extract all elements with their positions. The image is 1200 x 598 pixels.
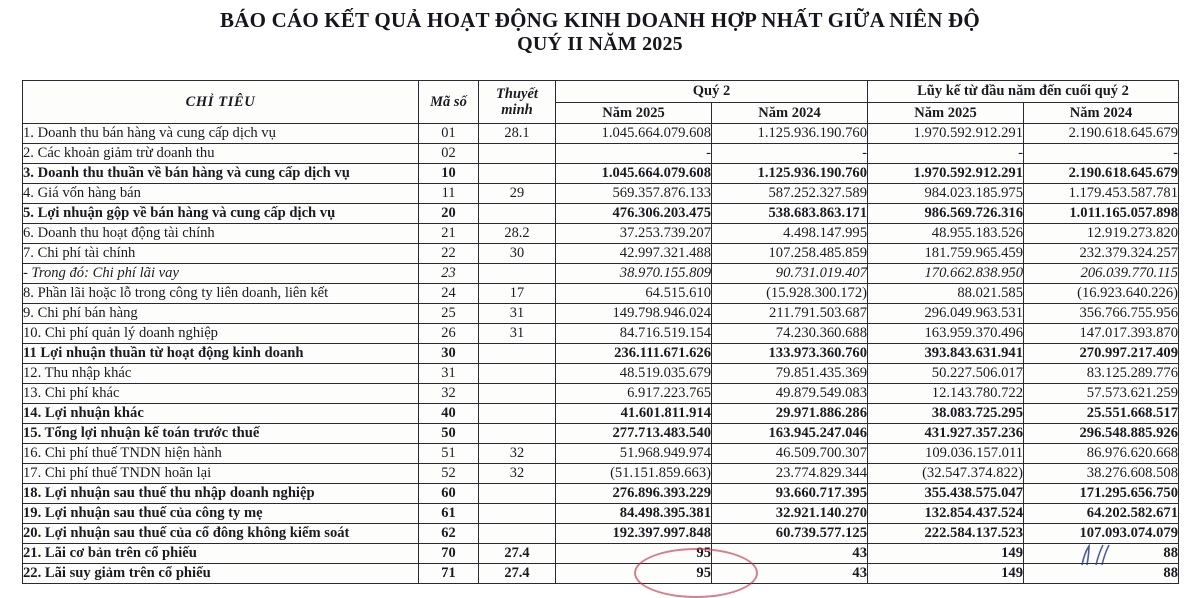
row-code: 50 — [419, 424, 479, 444]
table-row — [23, 524, 1179, 544]
row-cumulative-prior: 356.766.755.956 — [1024, 304, 1179, 324]
row-note — [479, 364, 556, 384]
table-row — [23, 404, 1179, 424]
row-label: 15. Tổng lợi nhuận kế toán trước thuế — [23, 424, 419, 444]
table-header-row-1 — [23, 81, 1179, 103]
row-note: 28.2 — [479, 224, 556, 244]
row-cumulative-current: 984.023.185.975 — [868, 184, 1024, 204]
row-label: 13. Chi phí khác — [23, 384, 419, 404]
row-label: 3. Doanh thu thuần về bán hàng và cung cấp dịch vụ — [23, 164, 419, 184]
row-quarter-current: 84.716.519.154 — [556, 324, 712, 344]
row-code: 30 — [419, 344, 479, 364]
row-cumulative-current: 986.569.726.316 — [868, 204, 1024, 224]
table-row — [23, 324, 1179, 344]
row-quarter-prior: 163.945.247.046 — [712, 424, 868, 444]
header-quarter-year-current: Năm 2025 — [556, 102, 712, 124]
row-note: 27.4 — [479, 544, 556, 564]
row-cumulative-prior: 270.997.217.409 — [1024, 344, 1179, 364]
row-cumulative-current: 109.036.157.011 — [868, 444, 1024, 464]
row-cumulative-prior: 1.011.165.057.898 — [1024, 204, 1179, 224]
row-quarter-current: 569.357.876.133 — [556, 184, 712, 204]
row-quarter-current: 95 — [556, 544, 712, 564]
row-cumulative-prior: 2.190.618.645.679 — [1024, 164, 1179, 184]
row-code: 22 — [419, 244, 479, 264]
header-ma-so: Mã số — [419, 81, 479, 124]
row-label: 7. Chi phí tài chính — [23, 244, 419, 264]
row-label: 14. Lợi nhuận khác — [23, 404, 419, 424]
table-row — [23, 344, 1179, 364]
row-label: 16. Chi phí thuế TNDN hiện hành — [23, 444, 419, 464]
row-label: 9. Chi phí bán hàng — [23, 304, 419, 324]
row-note: 31 — [479, 324, 556, 344]
row-code: 40 — [419, 404, 479, 424]
row-note: 29 — [479, 184, 556, 204]
row-cumulative-prior: 232.379.324.257 — [1024, 244, 1179, 264]
row-cumulative-prior: 1.179.453.587.781 — [1024, 184, 1179, 204]
row-note — [479, 164, 556, 184]
row-quarter-current: 51.968.949.974 — [556, 444, 712, 464]
table-head — [23, 81, 1179, 124]
table-row — [23, 144, 1179, 164]
table-row — [23, 504, 1179, 524]
row-label: 4. Giá vốn hàng bán — [23, 184, 419, 204]
row-cumulative-current: 149 — [868, 564, 1024, 584]
row-quarter-prior: 43 — [712, 564, 868, 584]
row-label: 2. Các khoản giảm trừ doanh thu — [23, 144, 419, 164]
row-note — [479, 504, 556, 524]
table-row — [23, 304, 1179, 324]
row-cumulative-current: 12.143.780.722 — [868, 384, 1024, 404]
header-thuyet-minh — [479, 81, 556, 124]
row-cumulative-prior: 147.017.393.870 — [1024, 324, 1179, 344]
row-note — [479, 484, 556, 504]
row-quarter-prior: - — [712, 144, 868, 164]
row-quarter-prior: 133.973.360.760 — [712, 344, 868, 364]
row-code: 11 — [419, 184, 479, 204]
row-label: 11 Lợi nhuận thuần từ hoạt động kinh doanh — [23, 344, 419, 364]
row-cumulative-prior: 57.573.621.259 — [1024, 384, 1179, 404]
row-quarter-current: 84.498.395.381 — [556, 504, 712, 524]
row-cumulative-prior: 25.551.668.517 — [1024, 404, 1179, 424]
row-quarter-current: 236.111.671.626 — [556, 344, 712, 364]
row-code: 51 — [419, 444, 479, 464]
row-quarter-prior: 79.851.435.369 — [712, 364, 868, 384]
row-quarter-prior: 74.230.360.688 — [712, 324, 868, 344]
row-quarter-current: (51.151.859.663) — [556, 464, 712, 484]
row-cumulative-current: 170.662.838.950 — [868, 264, 1024, 284]
row-quarter-prior: 1.125.936.190.760 — [712, 124, 868, 144]
page-title-line-1: BÁO CÁO KẾT QUẢ HOẠT ĐỘNG KINH DOANH HỢP NHẤT GIỮA NIÊN ĐỘ — [220, 8, 980, 32]
table-row — [23, 284, 1179, 304]
table-row — [23, 264, 1179, 284]
row-note: 28.1 — [479, 124, 556, 144]
row-cumulative-prior: - — [1024, 144, 1179, 164]
income-statement-table — [22, 80, 1179, 584]
table-row — [23, 224, 1179, 244]
row-cumulative-current: (32.547.374.822) — [868, 464, 1024, 484]
row-code: 01 — [419, 124, 479, 144]
row-label: 5. Lợi nhuận gộp về bán hàng và cung cấp dịch vụ — [23, 204, 419, 224]
header-chi-tieu: CHỈ TIÊU — [23, 81, 419, 124]
row-code: 71 — [419, 564, 479, 584]
row-label: 19. Lợi nhuận sau thuế của công ty mẹ — [23, 504, 419, 524]
row-code: 10 — [419, 164, 479, 184]
row-note: 27.4 — [479, 564, 556, 584]
row-cumulative-current: 50.227.506.017 — [868, 364, 1024, 384]
row-cumulative-current: 222.584.137.523 — [868, 524, 1024, 544]
row-label: 6. Doanh thu hoạt động tài chính — [23, 224, 419, 244]
row-quarter-current: 37.253.739.207 — [556, 224, 712, 244]
row-label: - Trong đó: Chi phí lãi vay — [23, 264, 419, 284]
table-row — [23, 464, 1179, 484]
row-quarter-current: 41.601.811.914 — [556, 404, 712, 424]
row-cumulative-current: 393.843.631.941 — [868, 344, 1024, 364]
row-note — [479, 204, 556, 224]
row-quarter-prior: 23.774.829.344 — [712, 464, 868, 484]
row-label: 20. Lợi nhuận sau thuế của cổ đông không kiểm soát — [23, 524, 419, 544]
row-note — [479, 404, 556, 424]
row-quarter-current: 476.306.203.475 — [556, 204, 712, 224]
row-quarter-prior: 93.660.717.395 — [712, 484, 868, 504]
row-quarter-current: 1.045.664.079.608 — [556, 164, 712, 184]
row-code: 20 — [419, 204, 479, 224]
row-note: 17 — [479, 284, 556, 304]
row-label: 10. Chi phí quản lý doanh nghiệp — [23, 324, 419, 344]
header-cumulative-year-prior: Năm 2024 — [1024, 102, 1179, 124]
row-quarter-current: 276.896.393.229 — [556, 484, 712, 504]
row-note — [479, 424, 556, 444]
row-cumulative-current: 132.854.437.524 — [868, 504, 1024, 524]
table-body — [23, 124, 1179, 584]
row-cumulative-prior: 2.190.618.645.679 — [1024, 124, 1179, 144]
row-quarter-current: 1.045.664.079.608 — [556, 124, 712, 144]
table-row — [23, 424, 1179, 444]
row-code: 21 — [419, 224, 479, 244]
row-quarter-prior: 60.739.577.125 — [712, 524, 868, 544]
row-quarter-prior: 587.252.327.589 — [712, 184, 868, 204]
row-code: 60 — [419, 484, 479, 504]
table-row — [23, 124, 1179, 144]
row-quarter-prior: 49.879.549.083 — [712, 384, 868, 404]
row-cumulative-current: 355.438.575.047 — [868, 484, 1024, 504]
row-quarter-current: 277.713.483.540 — [556, 424, 712, 444]
row-quarter-prior: 211.791.503.687 — [712, 304, 868, 324]
row-cumulative-current: 296.049.963.531 — [868, 304, 1024, 324]
row-quarter-prior: 4.498.147.995 — [712, 224, 868, 244]
row-quarter-prior: 1.125.936.190.760 — [712, 164, 868, 184]
header-group-quarter: Quý 2 — [556, 81, 868, 103]
row-cumulative-current: 431.927.357.236 — [868, 424, 1024, 444]
row-quarter-current: 42.997.321.488 — [556, 244, 712, 264]
row-cumulative-prior: 86.976.620.668 — [1024, 444, 1179, 464]
row-cumulative-prior: 38.276.608.508 — [1024, 464, 1179, 484]
row-cumulative-prior: 171.295.656.750 — [1024, 484, 1179, 504]
header-cumulative-year-current: Năm 2025 — [868, 102, 1024, 124]
row-quarter-current: 149.798.946.024 — [556, 304, 712, 324]
table-row — [23, 164, 1179, 184]
table-row — [23, 364, 1179, 384]
row-note: 32 — [479, 464, 556, 484]
row-code: 24 — [419, 284, 479, 304]
header-thuyet-minh-line1: Thuyết — [496, 85, 538, 102]
row-cumulative-current: 88.021.585 — [868, 284, 1024, 304]
header-thuyet-minh-line2: minh — [501, 102, 533, 119]
row-quarter-prior: 90.731.019.407 — [712, 264, 868, 284]
table-row — [23, 444, 1179, 464]
row-code: 31 — [419, 364, 479, 384]
row-label: 22. Lãi suy giảm trên cổ phiếu — [23, 564, 419, 584]
row-code: 61 — [419, 504, 479, 524]
row-note: 32 — [479, 444, 556, 464]
row-quarter-current: 38.970.155.809 — [556, 264, 712, 284]
income-statement-table-wrap — [22, 80, 1178, 584]
row-note — [479, 264, 556, 284]
page-title-line-2: QUÝ II NĂM 2025 — [517, 32, 683, 55]
row-code: 32 — [419, 384, 479, 404]
row-quarter-prior: 107.258.485.859 — [712, 244, 868, 264]
row-code: 02 — [419, 144, 479, 164]
row-quarter-prior: 46.509.700.307 — [712, 444, 868, 464]
row-quarter-current: 192.397.997.848 — [556, 524, 712, 544]
row-label: 8. Phần lãi hoặc lỗ trong công ty liên doanh, liên kết — [23, 284, 419, 304]
row-quarter-current: - — [556, 144, 712, 164]
row-note: 30 — [479, 244, 556, 264]
row-quarter-prior: (15.928.300.172) — [712, 284, 868, 304]
row-note — [479, 384, 556, 404]
header-quarter-year-prior: Năm 2024 — [712, 102, 868, 124]
row-cumulative-prior: (16.923.640.226) — [1024, 284, 1179, 304]
row-quarter-current: 6.917.223.765 — [556, 384, 712, 404]
row-cumulative-prior: 88 — [1024, 544, 1179, 564]
row-cumulative-prior: 88 — [1024, 564, 1179, 584]
table-row — [23, 244, 1179, 264]
table-row — [23, 384, 1179, 404]
table-row — [23, 484, 1179, 504]
document-title-block — [0, 0, 1200, 56]
row-cumulative-prior: 64.202.582.671 — [1024, 504, 1179, 524]
row-cumulative-current: 38.083.725.295 — [868, 404, 1024, 424]
row-code: 26 — [419, 324, 479, 344]
row-code: 70 — [419, 544, 479, 564]
row-note — [479, 144, 556, 164]
row-cumulative-prior: 83.125.289.776 — [1024, 364, 1179, 384]
row-quarter-prior: 32.921.140.270 — [712, 504, 868, 524]
row-quarter-prior: 29.971.886.286 — [712, 404, 868, 424]
table-row — [23, 544, 1179, 564]
row-code: 23 — [419, 264, 479, 284]
row-label: 18. Lợi nhuận sau thuế thu nhập doanh nghiệp — [23, 484, 419, 504]
row-cumulative-current: 48.955.183.526 — [868, 224, 1024, 244]
table-row — [23, 204, 1179, 224]
row-note — [479, 344, 556, 364]
row-cumulative-prior: 206.039.770.115 — [1024, 264, 1179, 284]
row-quarter-current: 48.519.035.679 — [556, 364, 712, 384]
row-cumulative-prior: 296.548.885.926 — [1024, 424, 1179, 444]
row-quarter-prior: 538.683.863.171 — [712, 204, 868, 224]
row-cumulative-current: - — [868, 144, 1024, 164]
row-cumulative-current: 1.970.592.912.291 — [868, 164, 1024, 184]
row-cumulative-current: 149 — [868, 544, 1024, 564]
header-group-cumulative: Lũy kế từ đầu năm đến cuối quý 2 — [868, 81, 1179, 103]
row-label: 12. Thu nhập khác — [23, 364, 419, 384]
row-label: 17. Chi phí thuế TNDN hoãn lại — [23, 464, 419, 484]
row-note — [479, 524, 556, 544]
row-cumulative-prior: 12.919.273.820 — [1024, 224, 1179, 244]
row-quarter-current: 64.515.610 — [556, 284, 712, 304]
row-code: 62 — [419, 524, 479, 544]
row-note: 31 — [479, 304, 556, 324]
row-label: 1. Doanh thu bán hàng và cung cấp dịch vụ — [23, 124, 419, 144]
row-cumulative-current: 163.959.370.496 — [868, 324, 1024, 344]
row-quarter-current: 95 — [556, 564, 712, 584]
row-cumulative-current: 181.759.965.459 — [868, 244, 1024, 264]
row-cumulative-prior: 107.093.074.079 — [1024, 524, 1179, 544]
row-code: 52 — [419, 464, 479, 484]
row-quarter-prior: 43 — [712, 544, 868, 564]
row-label: 21. Lãi cơ bản trên cổ phiếu — [23, 544, 419, 564]
row-code: 25 — [419, 304, 479, 324]
table-row — [23, 184, 1179, 204]
row-cumulative-current: 1.970.592.912.291 — [868, 124, 1024, 144]
